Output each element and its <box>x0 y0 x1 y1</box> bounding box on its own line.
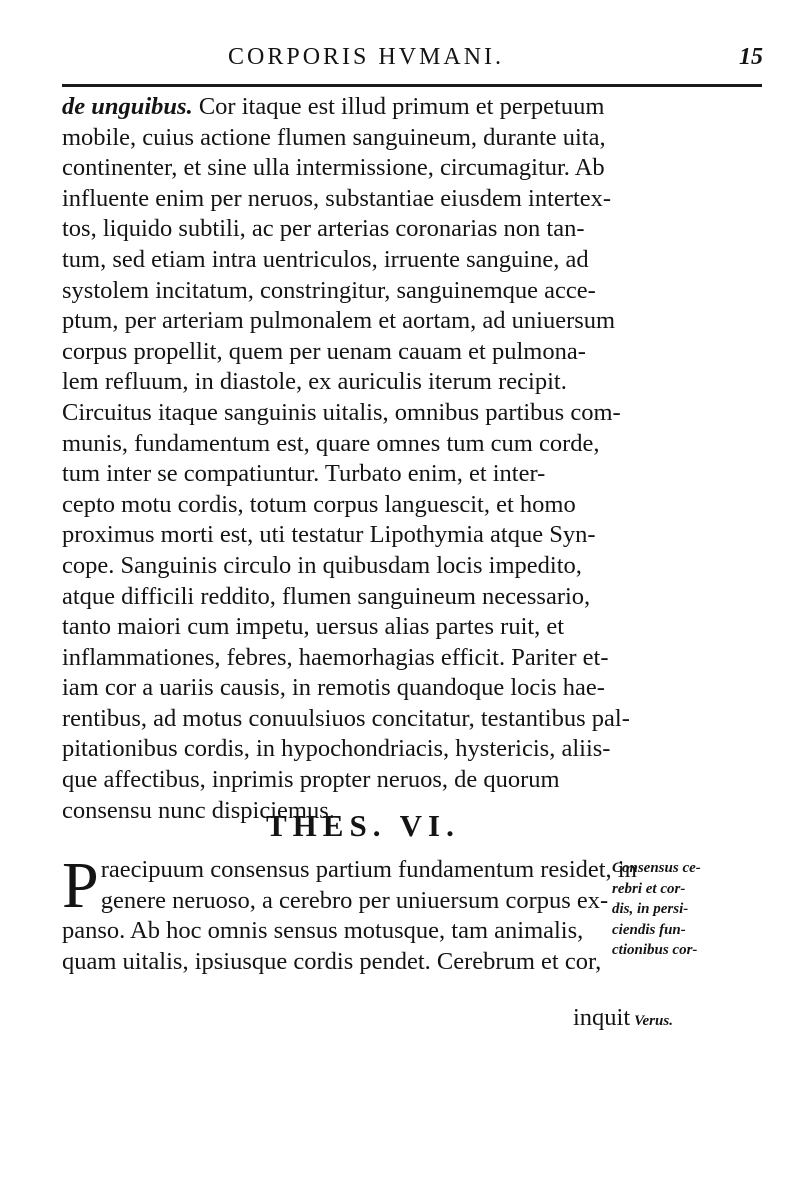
thesis-line: quam uitalis, ipsiusque cordis pendet. Cerebrum et cor, <box>62 947 602 975</box>
paragraph-line-italic-lead: de unguibus. <box>62 93 193 120</box>
paragraph-line-text: continenter, et sine ulla intermissione, circumagitur. Ab <box>62 154 605 182</box>
paragraph-line-text: Circuitus itaque sanguinis uitalis, omnibus partibus com- <box>62 398 621 426</box>
paragraph-line-text: tum inter se compatiuntur. Turbato enim, et inter- <box>62 460 546 488</box>
paragraph-line <box>62 184 768 215</box>
paragraph-line <box>62 276 768 307</box>
page-number: 15 <box>739 44 763 70</box>
paragraph-line <box>62 582 768 613</box>
paragraph-line <box>62 459 768 490</box>
paragraph-line <box>62 337 768 368</box>
paragraph-line-text: iam cor a uariis causis, in remotis quandoque locis hae- <box>62 674 605 702</box>
paragraph-consensus-cordis <box>62 92 768 826</box>
paragraph-line <box>62 643 768 674</box>
thesis-last-word: inquit <box>573 1004 631 1031</box>
thesis-paragraph <box>62 849 637 977</box>
paragraph-line-text: cepto motu cordis, totum corpus languescit, et homo <box>62 490 576 518</box>
thesis-last-line <box>573 1004 673 1032</box>
paragraph-line-text: ptum, per arteriam pulmonalem et aortam, ad uniuersum <box>62 307 616 335</box>
paragraph-line-text: tum, sed etiam intra uentriculos, irruente sanguine, ad <box>62 245 589 273</box>
paragraph-line-text: lem refluum, in diastole, ex auriculis iterum recipit. <box>62 368 567 396</box>
paragraph-line <box>62 520 768 551</box>
margin-note-line: dis, in persi- <box>612 901 689 917</box>
paragraph-line <box>62 123 768 154</box>
paragraph-line <box>62 306 768 337</box>
paragraph-line-text: systolem incitatum, constringitur, sanguinemque acce- <box>62 276 596 304</box>
paragraph-line <box>62 153 768 184</box>
paragraph-line <box>62 92 768 123</box>
paragraph-line-text: tanto maiori cum impetu, uersus alias partes ruit, et <box>62 613 565 641</box>
paragraph-line <box>62 398 768 429</box>
paragraph-line-text: munis, fundamentum est, quare omnes tum cum corde, <box>62 429 600 457</box>
drop-cap: P <box>62 849 99 922</box>
paragraph-line <box>62 429 768 460</box>
thesis-last-word-tail: Verus. <box>634 1013 673 1029</box>
thesis-line: genere neruoso, a cerebro per uniuersum corpus ex- <box>100 886 609 914</box>
paragraph-line-text: rentibus, ad motus conuulsiuos concitatur, testantibus pal- <box>62 704 630 732</box>
paragraph-line-text: consensu nunc dispiciemus. <box>62 796 335 824</box>
paragraph-line <box>62 704 768 735</box>
paragraph-line-text: atque difficili reddito, flumen sanguineum necessario, <box>62 582 591 610</box>
paragraph-line-text: que affectibus, inprimis propter neruos, de quorum <box>62 766 560 794</box>
paragraph-line <box>62 673 768 704</box>
paragraph-line <box>62 612 768 643</box>
margin-note <box>612 858 796 961</box>
paragraph-line <box>62 765 768 796</box>
paragraph-line <box>62 367 768 398</box>
paragraph-line <box>62 551 768 582</box>
paragraph-line <box>62 214 768 245</box>
paragraph-line-text: inflammationes, febres, haemorhagias efficit. Pariter et- <box>62 643 609 671</box>
paragraph-line-text: Cor itaque est illud primum et perpetuum <box>192 93 605 120</box>
section-heading: THES. VI. <box>266 808 460 843</box>
paragraph-line-text: pitationibus cordis, in hypochondriacis, hystericis, aliis- <box>62 735 611 763</box>
paragraph-line-text: mobile, cuius actione flumen sanguineum, durante uita, <box>62 123 606 151</box>
margin-note-line: Consensus ce- <box>612 860 701 876</box>
running-head: CORPORIS HVMANI. <box>228 44 505 70</box>
paragraph-line-text: corpus propellit, quem per uenam cauam et pulmona- <box>62 337 586 365</box>
margin-note-line: ctionibus cor- <box>612 942 698 958</box>
paragraph-line-text: cope. Sanguinis circulo in quibusdam locis impedito, <box>62 551 582 579</box>
paragraph-line-text: influente enim per neruos, substantiae eiusdem intertex- <box>62 184 612 212</box>
paragraph-line <box>62 245 768 276</box>
paragraph-line-text: proximus morti est, uti testatur Lipothymia atque Syn- <box>62 521 596 549</box>
margin-note-line: ciendis fun- <box>612 921 686 938</box>
thesis-line: panso. Ab hoc omnis sensus motusque, tam animalis, <box>62 917 584 945</box>
paragraph-line <box>62 734 768 765</box>
paragraph-line-text: tos, liquido subtili, ac per arterias coronarias non tan- <box>62 215 585 243</box>
margin-note-line: rebri et cor- <box>612 880 686 897</box>
thesis-line: raecipuum consensus partium fundamentum residet, in <box>100 856 637 883</box>
header-rule <box>62 84 762 87</box>
paragraph-line <box>62 490 768 521</box>
